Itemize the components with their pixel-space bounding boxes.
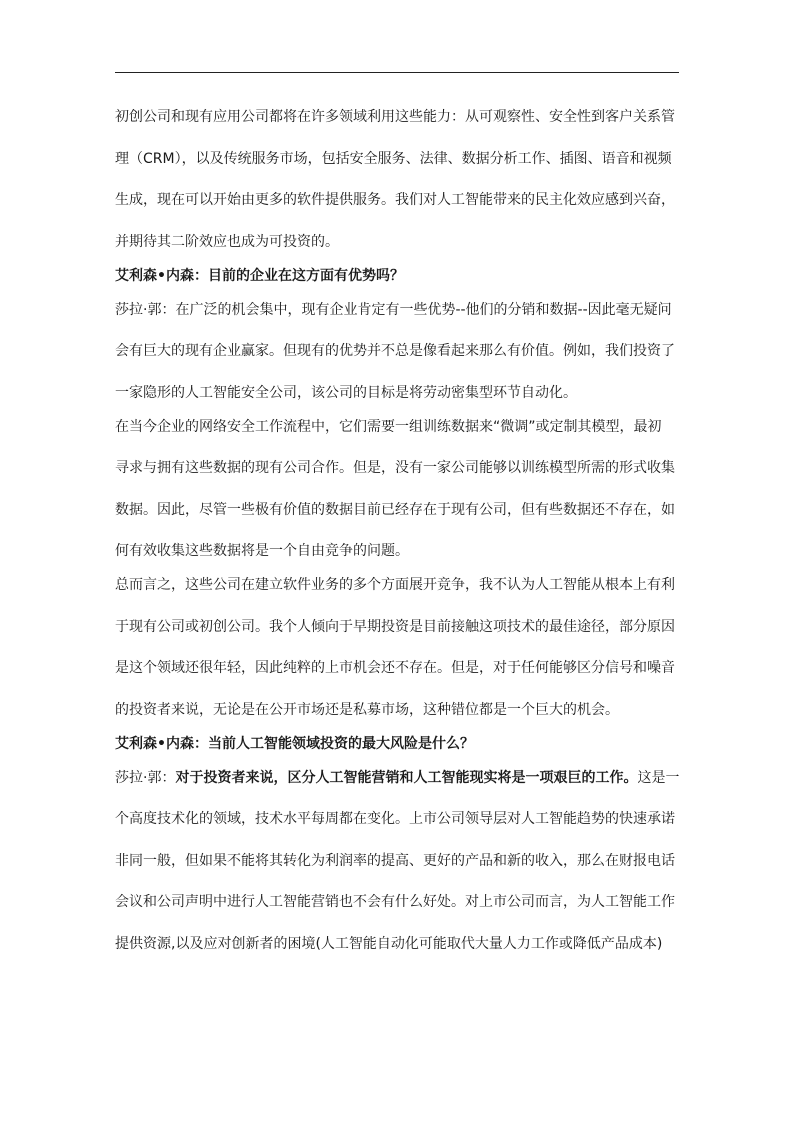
text-line: 是这个领域还很年轻，因此纯粹的上市机会还不存在。但是，对于任何能够区分信号和噪音 xyxy=(115,660,675,676)
document-body xyxy=(115,105,679,956)
text-line: 于现有公司或初创公司。我个人倾向于早期投资是目前接触这项技术的最佳途径，部分原因 xyxy=(115,618,675,635)
text-line: 会议和公司声明中进行人工智能营销也不会有什么好处。对上市公司而言，为人工智能工作 xyxy=(115,894,675,910)
text-line: 提供资源,以及应对创新者的困境(人工智能自动化可能取代大量人力工作或降低产品成本) xyxy=(115,935,663,952)
text-line: 数据。因此，尽管一些极有价值的数据目前已经存在于现有公司，但有些数据还不存在，如 xyxy=(115,501,675,518)
text-line: 生成，现在可以开始由更多的软件提供服务。我们对人工智能带来的民主化效应感到兴奋， xyxy=(115,192,675,208)
emphasized-statement: 对于投资者来说，区分人工智能营销和人工智能现实将是一项艰巨的工作。 xyxy=(175,769,638,786)
paragraph xyxy=(115,415,679,564)
speaker-label: 莎拉·郭： xyxy=(115,769,176,786)
paragraph xyxy=(115,105,679,254)
paragraph xyxy=(115,573,679,722)
text-line: 非同一般，但如果不能将其转化为利润率的提高、更好的产品和新的收入，那么在财报电话 xyxy=(115,852,675,869)
text-line: 会有巨大的现有企业赢家。但现有的优势并不总是像看起来那么有价值。例如，我们投资了 xyxy=(115,343,675,359)
text-line: 寻求与拥有这些数据的现有公司合作。但是，没有一家公司能够以训练模型所需的形式收集 xyxy=(115,460,675,476)
text-line: 个高度技术化的领域，技术水平每周都在变化。上市公司领导层对人工智能趋势的快速承诺 xyxy=(115,811,675,827)
text-line: 并期待其二阶效应也成为可投资的。 xyxy=(115,233,339,250)
header-rule xyxy=(115,72,679,73)
interview-question: 艾利森•内森：目前的企业在这方面有优势吗？ xyxy=(115,267,404,284)
text-line: 初创公司和现有应用公司都将在许多领域利用这些能力：从可观察性、安全性到客户关系管 xyxy=(115,109,675,125)
text-line: 总而言之，这些公司在建立软件业务的多个方面展开竞争，我不认为人工智能从根本上有利 xyxy=(115,577,675,593)
paragraph xyxy=(115,298,679,405)
text-line: 的投资者来说，无论是在公开市场还是私募市场，这种错位都是一个巨大的机会。 xyxy=(115,701,619,718)
text-line: 在当今企业的网络安全工作流程中，它们需要一组训练数据来“微调”或定制其模型，最初 xyxy=(115,418,662,435)
text-line: 一家隐形的人工智能安全公司，该公司的目标是将劳动密集型环节自动化。 xyxy=(115,384,577,401)
text-line: 莎拉·郭：在广泛的机会集中，现有企业肯定有一些优势--他们的分销和数据--因此毫无疑问 xyxy=(115,301,672,318)
text-line: 理（CRM），以及传统服务市场，包括安全服务、法律、数据分析工作、插图、语音和视频 xyxy=(115,150,672,167)
paragraph xyxy=(115,766,679,956)
text-line xyxy=(115,766,679,790)
interview-question: 艾利森•内森：当前人工智能领域投资的最大风险是什么？ xyxy=(115,735,474,752)
line-continuation: 这是一 xyxy=(637,769,680,786)
text-line: 何有效收集这些数据将是一个自由竞争的问题。 xyxy=(115,543,409,559)
